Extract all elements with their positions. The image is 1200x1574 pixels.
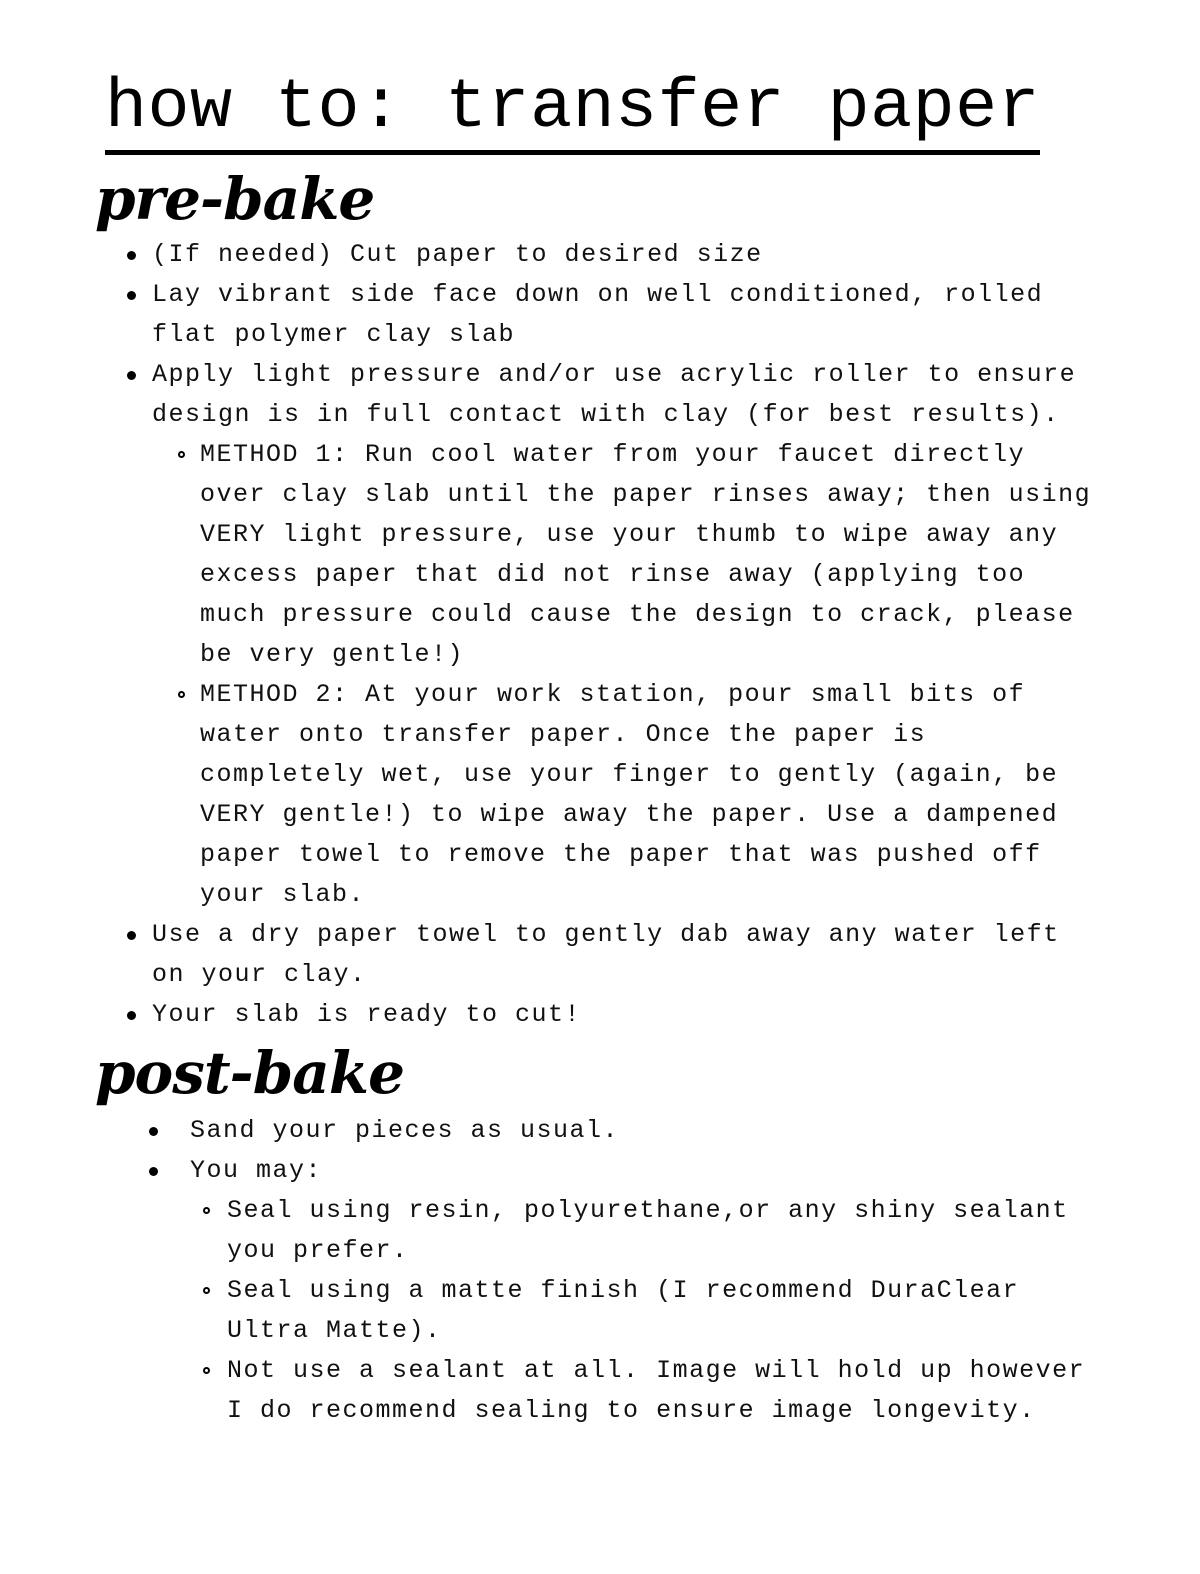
text-line: Use a dry paper towel to gently dab away any water left xyxy=(152,920,1060,949)
text-line: Ultra Matte). xyxy=(227,1316,442,1345)
bullet-list-post-bake xyxy=(0,1111,1200,1431)
text-line: I do recommend sealing to ensure image longevity. xyxy=(227,1396,1036,1425)
bullet-icon xyxy=(127,251,136,260)
text-line: over clay slab until the paper rinses away; then using xyxy=(200,480,1092,509)
text-line: METHOD 2: At your work station, pour small bits of xyxy=(200,680,1026,709)
list-item xyxy=(0,915,1200,995)
section-heading-post-bake: post-bake xyxy=(95,1039,404,1107)
text-line: Your slab is ready to cut! xyxy=(152,1000,582,1029)
text-line: water onto transfer paper. Once the paper is xyxy=(200,720,927,749)
text-line: you prefer. xyxy=(227,1236,409,1265)
page-title: how to: transfer paper xyxy=(105,74,1040,155)
bullet-icon xyxy=(127,931,136,940)
text-line: Sand your pieces as usual. xyxy=(190,1116,620,1145)
text-line: Lay vibrant side face down on well conditioned, rolled xyxy=(152,280,1044,309)
list-item xyxy=(0,1111,1200,1151)
text-line: (If needed) Cut paper to desired size xyxy=(152,240,763,269)
list-item xyxy=(0,1191,1200,1271)
bullet-icon xyxy=(149,1167,158,1176)
circle-bullet-icon xyxy=(178,691,185,698)
text-line: VERY light pressure, use your thumb to wipe away any xyxy=(200,520,1059,549)
text-line: Seal using resin, polyurethane,or any shiny sealant xyxy=(227,1196,1069,1225)
text-line: completely wet, use your finger to gently (again, be xyxy=(200,760,1059,789)
list-item xyxy=(0,1271,1200,1351)
list-item xyxy=(0,1151,1200,1191)
text-line: excess paper that did not rinse away (applying too xyxy=(200,560,1026,589)
bullet-icon xyxy=(149,1127,158,1136)
text-line: be very gentle!) xyxy=(200,640,465,669)
bullet-icon xyxy=(127,1011,136,1020)
circle-bullet-icon xyxy=(203,1207,210,1214)
text-line: your slab. xyxy=(200,880,366,909)
text-line: METHOD 1: Run cool water from your faucet directly xyxy=(200,440,1026,469)
text-line: Not use a sealant at all. Image will hold up however xyxy=(227,1356,1086,1385)
list-item xyxy=(0,275,1200,355)
bullet-icon xyxy=(127,371,136,380)
text-line: much pressure could cause the design to crack, please xyxy=(200,600,1075,629)
section-heading-pre-bake: pre-bake xyxy=(95,165,375,233)
list-item-method-1 xyxy=(0,435,1200,675)
text-line: flat polymer clay slab xyxy=(152,320,516,349)
list-item xyxy=(0,995,1200,1035)
bullet-icon xyxy=(127,291,136,300)
list-item-method-2 xyxy=(0,675,1200,915)
circle-bullet-icon xyxy=(203,1287,210,1294)
text-line: You may: xyxy=(190,1156,323,1185)
title-block xyxy=(105,69,1200,155)
text-line: Apply light pressure and/or use acrylic roller to ensure xyxy=(152,360,1077,389)
list-item xyxy=(0,1351,1200,1431)
text-line: paper towel to remove the paper that was pushed off xyxy=(200,840,1042,869)
bullet-list-pre-bake xyxy=(0,235,1200,1035)
text-line: on your clay. xyxy=(152,960,367,989)
list-item xyxy=(0,235,1200,275)
list-item xyxy=(0,355,1200,435)
text-line: VERY gentle!) to wipe away the paper. Use a dampened xyxy=(200,800,1059,829)
circle-bullet-icon xyxy=(203,1367,210,1374)
text-line: design is in full contact with clay (for best results). xyxy=(152,400,1060,429)
circle-bullet-icon xyxy=(178,451,185,458)
text-line: Seal using a matte finish (I recommend DuraClear xyxy=(227,1276,1020,1305)
